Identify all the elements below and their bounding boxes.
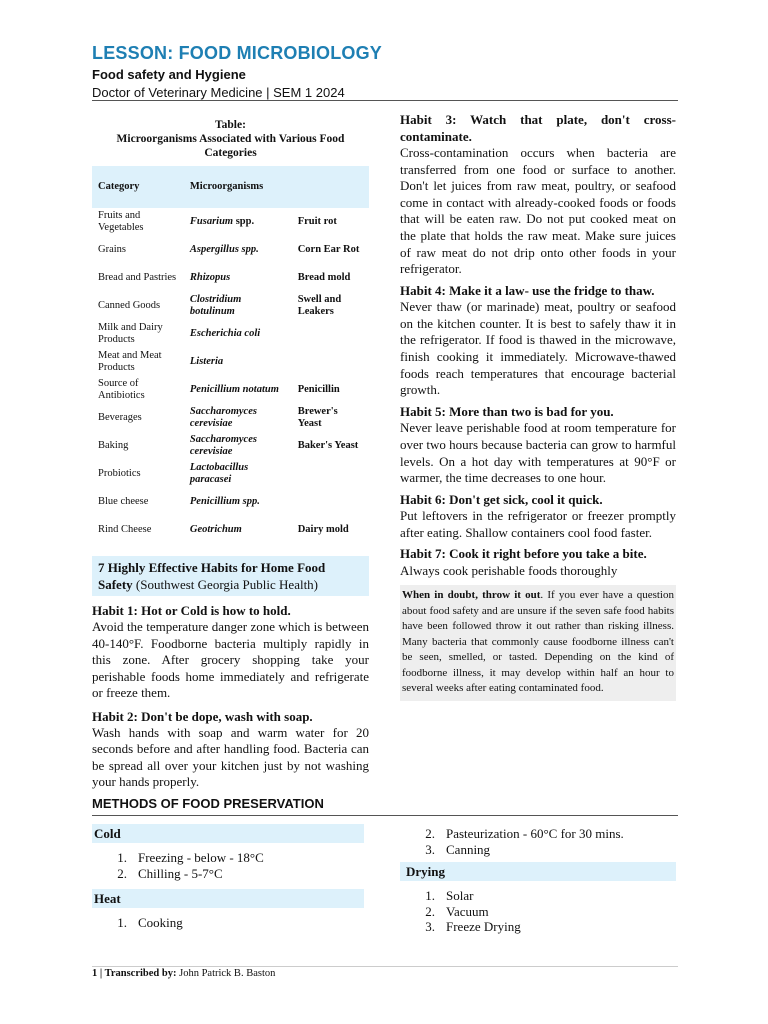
list-item: 2. Chilling - 5-7°C bbox=[117, 865, 223, 881]
doubt-body: . If you ever have a question about food safety and are unsure if the seven safe food habits have been followed throw it out rather than risking illness. Many bacteria that commonly cause foodborne illness can't be seen, smelled, or tasted. Depending on the kind of foodborne illness, it may develop within half an hour to several weeks after eating contaminated food. bbox=[402, 589, 674, 695]
row-microorganism: Saccharomyces cerevisiae bbox=[189, 434, 257, 457]
row-category: Beverages bbox=[98, 412, 142, 423]
table-row bbox=[92, 236, 369, 264]
microorganisms-table bbox=[92, 166, 369, 544]
right-column bbox=[400, 112, 676, 701]
row-note: Swell and Leakers bbox=[297, 294, 342, 317]
habit-heading: Habit 5: More than two is bad for you. bbox=[400, 403, 614, 419]
habit-4 bbox=[400, 283, 676, 399]
habit-body: Avoid the temperature danger zone which is between 40-140°F. Foodborne bacteria multiply rapidly in this zone. After grocery shopping take your perishable foods home immediately and refrigerate or freeze them. bbox=[92, 619, 369, 700]
habits-intro-source: (Southwest Georgia Public Health) bbox=[132, 577, 319, 592]
table-row bbox=[92, 264, 369, 292]
row-category: Fruits and Vegetables bbox=[98, 210, 144, 233]
habit-body: Always cook perishable foods thoroughly bbox=[400, 562, 618, 578]
row-note: Baker's Yeast bbox=[297, 440, 359, 451]
habit-body: Put leftovers in the refrigerator or freezer promptly after eating. Shallow containers cool food faster. bbox=[400, 508, 676, 540]
course-line: Doctor of Veterinary Medicine | SEM 1 2024 bbox=[92, 85, 345, 100]
habit-body: Never leave perishable food at room temperature for over two hours because bacteria can grow to harmful levels. On a hot day with temperatures at 90°F or warmer, the time decreases to one hour. bbox=[400, 420, 676, 486]
method-heat-list-continued bbox=[400, 826, 676, 857]
habit-1 bbox=[92, 603, 369, 702]
row-note bbox=[292, 488, 369, 516]
table-caption-title: Microorganisms Associated with Various Food Categories bbox=[116, 133, 345, 159]
row-microorganism: Penicillium notatum bbox=[189, 384, 279, 395]
table-row bbox=[92, 292, 369, 320]
row-note bbox=[292, 348, 369, 376]
doubt-callout bbox=[400, 585, 676, 701]
lesson-subtitle: Food safety and Hygiene bbox=[92, 67, 246, 82]
habit-2 bbox=[92, 709, 369, 791]
method-drying-list bbox=[400, 888, 676, 935]
row-microorganism: Penicillium spp. bbox=[189, 496, 260, 507]
row-category: Grains bbox=[98, 244, 126, 255]
table-caption bbox=[92, 112, 369, 160]
table-body bbox=[92, 208, 369, 544]
row-microorganism: Rhizopus bbox=[189, 272, 231, 283]
list-item: 2. Vacuum bbox=[425, 903, 489, 919]
transcriber-name: John Patrick B. Baston bbox=[176, 968, 276, 979]
row-microorganism: Aspergillus spp. bbox=[189, 244, 259, 255]
row-category: Milk and Dairy Products bbox=[98, 322, 163, 345]
column-header-category: Category bbox=[92, 166, 184, 208]
habit-heading: Habit 7: Cook it right before you take a bite. bbox=[400, 546, 647, 562]
habit-body: Cross-contamination occurs when bacteria are transferred from one food or surface to another. Don't let juices from raw meat, poultry, or seafood come in contact with already-cooked foods or foods that will be eaten raw. Do not put cooked meat on the plate that holds the raw meat. Make sure juices of raw meat do not drip onto other foods in your refrigerator. bbox=[400, 145, 676, 277]
habit-5 bbox=[400, 404, 676, 487]
row-microorganism: Geotrichum bbox=[189, 524, 242, 535]
row-note: Corn Ear Rot bbox=[297, 244, 360, 255]
habit-6 bbox=[400, 492, 676, 542]
page-number: 1 bbox=[92, 968, 98, 979]
methods-title: METHODS OF FOOD PRESERVATION bbox=[92, 796, 324, 811]
row-note: Brewer's Yeast bbox=[297, 406, 338, 429]
list-item: 1. Freezing - below - 18°C bbox=[117, 850, 264, 865]
row-category: Canned Goods bbox=[98, 300, 161, 311]
habit-body: Wash hands with soap and warm water for 20 seconds before and after handling food. Bacteria can be spread all over your kitchen just by not washing your hands properly. bbox=[92, 724, 369, 789]
row-category: Bread and Pastries bbox=[98, 272, 177, 283]
list-item: 2. Pasteurization - 60°C for 30 mins. bbox=[425, 826, 624, 841]
list-item: 3. Freeze Drying bbox=[425, 919, 521, 934]
habit-heading: Habit 2: Don't be dope, wash with soap. bbox=[92, 708, 313, 724]
table-row bbox=[92, 208, 369, 236]
method-cold-list bbox=[92, 850, 364, 881]
list-item: 1. Cooking bbox=[117, 915, 183, 930]
method-heat-label: Heat bbox=[92, 889, 364, 908]
table-row bbox=[92, 348, 369, 376]
row-category: Probiotics bbox=[98, 468, 141, 479]
table-row bbox=[92, 460, 369, 488]
row-microorganism: Escherichia coli bbox=[189, 328, 261, 339]
table-row bbox=[92, 488, 369, 516]
list-item: 3. Canning bbox=[425, 841, 491, 857]
row-microorganism: Lactobacillus paracasei bbox=[189, 462, 249, 485]
habits-intro-box bbox=[92, 556, 369, 596]
habit-heading: Habit 3: Watch that plate, don't cross-contaminate. bbox=[400, 112, 676, 144]
row-microorganism: Clostridium botulinum bbox=[189, 294, 242, 317]
lesson-title: LESSON: FOOD MICROBIOLOGY bbox=[92, 43, 383, 63]
page-header bbox=[92, 42, 678, 102]
row-note: Penicillin bbox=[297, 384, 340, 395]
row-note bbox=[292, 460, 369, 488]
methods-left bbox=[92, 824, 364, 931]
left-column bbox=[92, 112, 369, 791]
header-divider bbox=[92, 100, 678, 101]
methods-divider bbox=[92, 815, 678, 816]
table-row bbox=[92, 404, 369, 432]
list-item: 1. Solar bbox=[425, 888, 474, 903]
page-footer bbox=[92, 968, 275, 979]
row-category: Source of Antibiotics bbox=[98, 378, 145, 401]
row-note: Fruit rot bbox=[297, 216, 337, 227]
methods-right bbox=[400, 824, 676, 935]
table-row bbox=[92, 376, 369, 404]
doubt-lead: When in doubt, throw it out bbox=[402, 589, 541, 602]
row-microorganism: Saccharomyces cerevisiae bbox=[189, 406, 257, 429]
table-caption-label: Table: bbox=[215, 119, 246, 131]
table-row bbox=[92, 432, 369, 460]
row-note: Dairy mold bbox=[297, 524, 349, 535]
row-category: Rind Cheese bbox=[98, 524, 152, 535]
row-note bbox=[292, 320, 369, 348]
method-heat-list bbox=[92, 915, 364, 931]
footer-separator: | bbox=[97, 968, 105, 979]
table-header-row bbox=[92, 166, 369, 208]
footer-divider bbox=[92, 966, 678, 967]
table-row bbox=[92, 320, 369, 348]
method-cold-label: Cold bbox=[92, 824, 364, 843]
habit-3 bbox=[400, 112, 676, 278]
table-row bbox=[92, 516, 369, 544]
row-microorganism: Fusarium spp. bbox=[189, 216, 255, 227]
row-microorganism: Listeria bbox=[189, 356, 224, 367]
row-category: Baking bbox=[98, 440, 129, 451]
row-note: Bread mold bbox=[297, 272, 351, 283]
habit-heading: Habit 6: Don't get sick, cool it quick. bbox=[400, 491, 603, 507]
column-header-microorganisms: Microorganisms bbox=[184, 166, 292, 208]
habit-heading: Habit 1: Hot or Cold is how to hold. bbox=[92, 603, 291, 618]
footer-label: Transcribed by: bbox=[104, 968, 177, 979]
row-category: Meat and Meat Products bbox=[98, 350, 162, 373]
method-drying-label: Drying bbox=[400, 862, 676, 881]
habits-intro-title: 7 Highly Effective Habits for Home Food Safety bbox=[98, 560, 326, 592]
row-category: Blue cheese bbox=[98, 496, 149, 507]
habit-7 bbox=[400, 546, 676, 579]
column-header-notes bbox=[292, 166, 369, 208]
habit-heading: Habit 4: Make it a law- use the fridge to thaw. bbox=[400, 282, 655, 298]
habit-body: Never thaw (or marinade) meat, poultry or seafood on the kitchen counter. It is best to safely thaw it in the refrigerator. If food is thawed in the microwave, finish cooking it immediately. Microwave-thawed foods reach temperatures that encourage bacterial growth. bbox=[400, 299, 676, 398]
